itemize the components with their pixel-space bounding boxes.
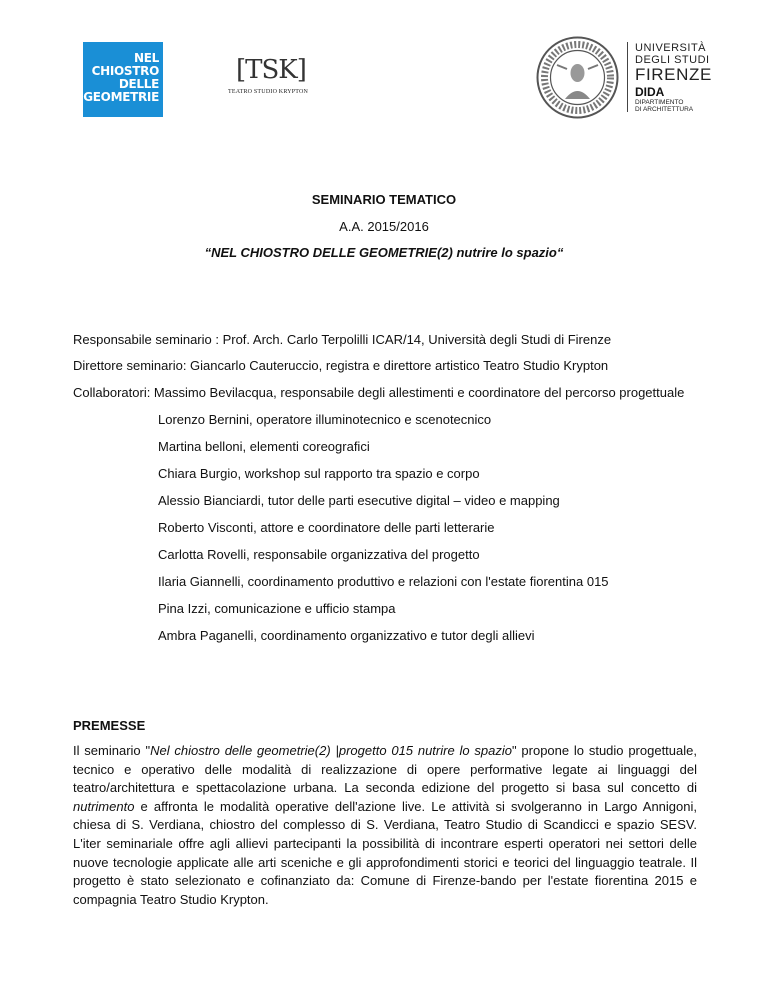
seminar-kind: SEMINARIO TEMATICO: [311, 192, 457, 207]
dida-line: DI ARCHITETTURA: [635, 106, 694, 113]
chiostro-logo-line: GEOMETRIE: [83, 90, 159, 104]
unifi-line: UNIVERSITÀ: [635, 42, 707, 54]
collaborator-item: Martina belloni, elementi coreografici: [158, 439, 370, 454]
seminar-title: “NEL CHIOSTRO DELLE GEOMETRIE(2) nutrire lo spazio“: [204, 245, 564, 260]
unifi-divider: [627, 42, 628, 112]
tsk-caption: TEATRO STUDIO KRYPTON: [228, 89, 309, 95]
chiostro-logo-line: DELLE: [118, 77, 159, 91]
collaborator-item: Alessio Bianciardi, tutor delle parti esecutive digital – video e mapping: [158, 493, 560, 508]
tsk-mark: [TSK]: [236, 55, 306, 85]
academic-year: A.A. 2015/2016: [339, 219, 429, 234]
chiostro-logo-line: CHIOSTRO: [91, 64, 159, 78]
unifi-logo: [635, 42, 745, 113]
premesse-italic: nutrimento: [73, 798, 135, 814]
collaborator-item: Roberto Visconti, attore e coordinatore delle parti letterarie: [158, 520, 495, 535]
premesse-italic: Nel chiostro delle geometrie(2) |progetto 015 nutrire lo spazio: [150, 743, 512, 758]
collaborator-item: Lorenzo Bernini, operatore illuminotecnico e scenotecnico: [158, 412, 492, 427]
collaborator-item: Carlotta Rovelli, responsabile organizzativa del progetto: [158, 547, 480, 562]
premesse-text: " propone lo studio progettuale, tecnico e operativo delle modalità di realizzazione di opere performative legate ai linguaggi del teatro/architettura e spettacolazione urbana. La seconda edizione del progetto si basa sul concetto di: [73, 743, 697, 796]
tsk-logo: [228, 55, 318, 105]
premesse-heading: PREMESSE: [73, 718, 146, 733]
chiostro-logo-line: NEL: [134, 51, 159, 65]
collaborator-item: Ambra Paganelli, coordinamento organizzativo e tutor degli allievi: [158, 628, 535, 643]
unifi-line: DEGLI STUDI: [635, 54, 710, 66]
collaboratori-line: Collaboratori: Massimo Bevilacqua, responsabile degli allestimenti e coordinatore del percorso progettuale: [73, 385, 685, 400]
collaborator-item: Ilaria Giannelli, coordinamento produttivo e relazioni con l'estate fiorentina 015: [158, 574, 609, 589]
university-seal-icon: [535, 35, 620, 120]
chiostro-logo: [83, 42, 163, 117]
collaborator-item: Pina Izzi, comunicazione e ufficio stampa: [158, 601, 396, 616]
collaborator-item: Chiara Burgio, workshop sul rapporto tra spazio e corpo: [158, 466, 480, 481]
responsabile-line: Responsabile seminario : Prof. Arch. Carlo Terpolilli ICAR/14, Università degli Studi di Firenze: [73, 332, 612, 347]
dida-line: DIPARTIMENTO: [635, 99, 684, 106]
direttore-line: Direttore seminario: Giancarlo Cauteruccio, registra e direttore artistico Teatro Studio Krypton: [73, 358, 609, 373]
premesse-text: Il seminario ": [73, 743, 151, 758]
unifi-city: FIRENZE: [635, 65, 712, 84]
premesse-paragraph: [73, 742, 697, 909]
dida-label: DIDA: [635, 85, 665, 99]
premesse-text: e affronta le modalità operative dell'azione live. Le attività si svolgeranno in Largo Annigoni, chiesa di S. Verdiana, chiostro del complesso di S. Verdiana, Teatro Studio di Scandicci e spazio SESV. L'iter seminariale offre agli allievi partecipanti la possibilità di incontrare esperti operatori nei settori delle nuove tecnologie applicate alle arti sceniche e gli approfondimenti storici e teorici del linguaggio teatrale. Il progetto è stato selezionato e cofinanziato da: Comune di Firenze-bando per l'estate fiorentina 2015 e compagnia Teatro Studio Krypton.: [73, 798, 697, 907]
